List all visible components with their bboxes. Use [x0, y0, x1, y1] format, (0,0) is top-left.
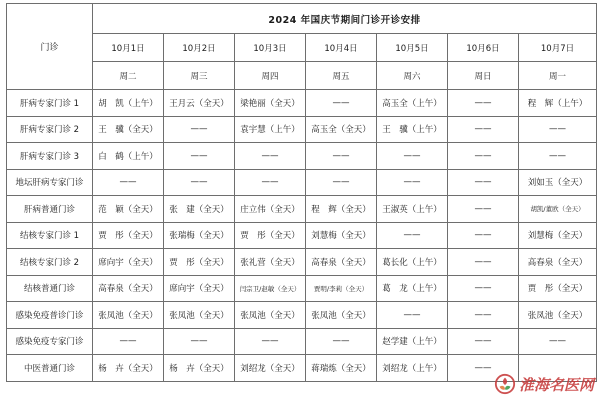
schedule-cell: 席向宇（全天）	[93, 249, 164, 276]
schedule-cell: 刘绍龙（上午）	[377, 355, 448, 382]
schedule-cell: ——	[235, 328, 306, 355]
weekday-header: 周日	[448, 62, 519, 90]
schedule-cell: 张 建（全天）	[164, 196, 235, 223]
schedule-cell: ——	[93, 328, 164, 355]
department-name: 地坛肝病专家门诊	[7, 169, 93, 196]
schedule-cell: 贾 彤（全天）	[235, 222, 306, 249]
schedule-cell: 贾明/李莉（全天）	[306, 275, 377, 302]
schedule-cell: 胡 凯（上午）	[93, 90, 164, 117]
schedule-cell: ——	[164, 143, 235, 170]
weekday-header: 周六	[377, 62, 448, 90]
table-row	[7, 222, 597, 249]
corner-header: 门诊	[7, 4, 93, 90]
department-name: 中医普通门诊	[7, 355, 93, 382]
date-header: 10月3日	[235, 34, 306, 62]
schedule-cell: 席向宇（全天）	[164, 275, 235, 302]
schedule-cell: ——	[519, 116, 597, 143]
schedule-cell: 高玉全（上午）	[377, 90, 448, 117]
schedule-cell: ——	[93, 169, 164, 196]
schedule-cell: 白 鹤（上午）	[93, 143, 164, 170]
schedule-cell: ——	[448, 143, 519, 170]
schedule-cell: 贾 彤（全天）	[519, 275, 597, 302]
weekday-header: 周三	[164, 62, 235, 90]
schedule-cell: ——	[235, 143, 306, 170]
site-watermark	[494, 373, 594, 395]
weekday-header: 周四	[235, 62, 306, 90]
schedule-cell: ——	[448, 116, 519, 143]
schedule-cell: 杨 卉（全天）	[93, 355, 164, 382]
schedule-cell: 程 辉（上午）	[519, 90, 597, 117]
department-name: 结核专家门诊 2	[7, 249, 93, 276]
department-name: 肝病专家门诊 2	[7, 116, 93, 143]
department-name: 感染免疫专家门诊	[7, 328, 93, 355]
date-header: 10月2日	[164, 34, 235, 62]
schedule-cell: ——	[448, 355, 519, 382]
schedule-cell: ——	[448, 196, 519, 223]
schedule-cell: 葛长化（上午）	[377, 249, 448, 276]
schedule-cell: 高玉全（全天）	[306, 116, 377, 143]
schedule-cell: ——	[448, 328, 519, 355]
table-row	[7, 90, 597, 117]
table-row	[7, 275, 597, 302]
department-name: 结核普通门诊	[7, 275, 93, 302]
schedule-cell: 高春泉（全天）	[93, 275, 164, 302]
flower-logo-icon	[494, 373, 516, 395]
schedule-cell: 王 骥（全天）	[93, 116, 164, 143]
schedule-cell: 王 骥（上午）	[377, 116, 448, 143]
schedule-cell: ——	[377, 169, 448, 196]
schedule-cell: ——	[448, 169, 519, 196]
schedule-cell: 王淑英（上午）	[377, 196, 448, 223]
date-header-row	[7, 34, 597, 62]
schedule-cell: 王月云（全天）	[164, 90, 235, 117]
schedule-cell: ——	[519, 143, 597, 170]
schedule-cell: ——	[235, 169, 306, 196]
schedule-cell: 高春泉（全天）	[306, 249, 377, 276]
schedule-cell: ——	[164, 116, 235, 143]
department-name: 肝病专家门诊 3	[7, 143, 93, 170]
schedule-cell: ——	[377, 222, 448, 249]
date-header: 10月1日	[93, 34, 164, 62]
schedule-cell: ——	[448, 249, 519, 276]
schedule-cell: 张凤池（全天）	[519, 302, 597, 329]
table-row	[7, 143, 597, 170]
schedule-cell: 蒋瑞炼（全天）	[306, 355, 377, 382]
date-header: 10月7日	[519, 34, 597, 62]
date-header: 10月5日	[377, 34, 448, 62]
clinic-schedule-table	[6, 3, 597, 382]
weekday-header: 周二	[93, 62, 164, 90]
department-name: 感染免疫普诊门诊	[7, 302, 93, 329]
date-header: 10月4日	[306, 34, 377, 62]
table-row	[7, 249, 597, 276]
watermark-text: 淮海名医网	[518, 375, 594, 394]
schedule-cell: 赵学建（上午）	[377, 328, 448, 355]
weekday-header: 周五	[306, 62, 377, 90]
schedule-cell: 刘如玉（全天）	[519, 169, 597, 196]
schedule-cell: 张凤池（全天）	[306, 302, 377, 329]
schedule-cell: ——	[164, 169, 235, 196]
schedule-cell: 贾 彤（全天）	[93, 222, 164, 249]
table-row	[7, 328, 597, 355]
schedule-cell: 张凤池（全天）	[235, 302, 306, 329]
schedule-cell: ——	[519, 328, 597, 355]
schedule-cell: 胡凯/董欧（全天）	[519, 196, 597, 223]
schedule-cell: ——	[448, 275, 519, 302]
schedule-cell: 庄立伟（全天）	[235, 196, 306, 223]
schedule-cell: 闫宗卫/赵敏（全天）	[235, 275, 306, 302]
weekday-header: 周一	[519, 62, 597, 90]
date-header: 10月6日	[448, 34, 519, 62]
weekday-header-row	[7, 62, 597, 90]
schedule-cell: ——	[306, 328, 377, 355]
table-row	[7, 302, 597, 329]
schedule-cell: 刘慧梅（全天）	[519, 222, 597, 249]
schedule-cell: ——	[306, 143, 377, 170]
table-row	[7, 116, 597, 143]
schedule-cell: 刘绍龙（全天）	[235, 355, 306, 382]
schedule-cell: 张凤池（全天）	[164, 302, 235, 329]
schedule-cell: ——	[448, 302, 519, 329]
schedule-cell: 梁艳丽（全天）	[235, 90, 306, 117]
schedule-cell: 贾 彤（全天）	[164, 249, 235, 276]
schedule-cell: ——	[306, 169, 377, 196]
schedule-cell: ——	[448, 222, 519, 249]
table-row	[7, 169, 597, 196]
schedule-cell: 杨 卉（全天）	[164, 355, 235, 382]
schedule-cell: ——	[164, 328, 235, 355]
schedule-cell: 葛 龙（上午）	[377, 275, 448, 302]
schedule-cell: 张凤池（全天）	[93, 302, 164, 329]
department-name: 肝病专家门诊 1	[7, 90, 93, 117]
schedule-cell: ——	[306, 90, 377, 117]
schedule-cell: 程 辉（全天）	[306, 196, 377, 223]
table-title: 2024 年国庆节期间门诊开诊安排	[93, 4, 597, 34]
schedule-cell: 张瑞梅（全天）	[164, 222, 235, 249]
schedule-cell: 高春泉（全天）	[519, 249, 597, 276]
schedule-body	[7, 90, 597, 382]
schedule-cell: ——	[377, 143, 448, 170]
schedule-cell: 张礼营（全天）	[235, 249, 306, 276]
schedule-cell: 刘慧梅（全天）	[306, 222, 377, 249]
table-row	[7, 196, 597, 223]
department-name: 肝病普通门诊	[7, 196, 93, 223]
schedule-cell: ——	[377, 302, 448, 329]
schedule-cell: ——	[448, 90, 519, 117]
department-name: 结核专家门诊 1	[7, 222, 93, 249]
schedule-cell: 袁宇慧（上午）	[235, 116, 306, 143]
schedule-cell: 范 颖（全天）	[93, 196, 164, 223]
